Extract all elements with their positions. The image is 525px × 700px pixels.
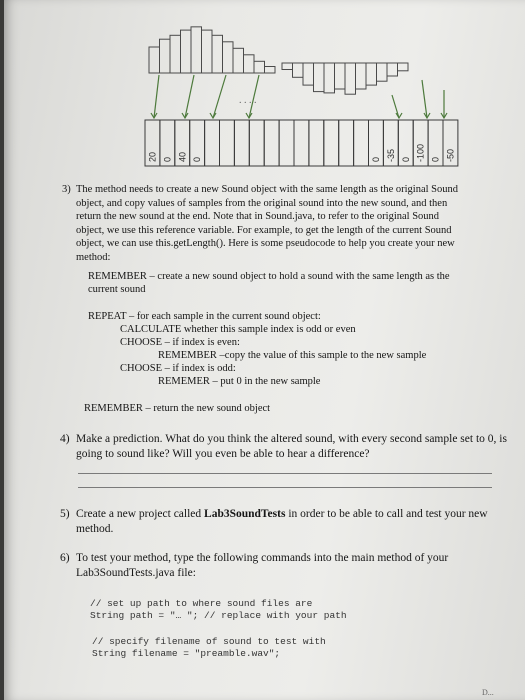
copy-arrow: [392, 95, 399, 118]
negative-sample-bar: [324, 63, 335, 93]
answer-line[interactable]: [78, 473, 492, 474]
negative-sample-bar: [293, 63, 304, 77]
negative-sample-bar: [282, 63, 293, 70]
negative-sample-bar: [377, 63, 388, 81]
copy-arrow: [213, 75, 226, 118]
array-cell-label: 0: [192, 156, 203, 162]
ellipsis: . . . .: [239, 95, 257, 106]
array-cell: [220, 120, 235, 166]
array-cell-label: 0: [400, 156, 411, 162]
pseudo-remember-return: REMEMBER – return the new sound object: [84, 403, 271, 414]
code-comment-filename: // specify filename of sound to test with: [92, 636, 326, 647]
pseudo-remember-create: REMEMBER – create a new sound object to hold a sound with the same length as the: [88, 271, 450, 282]
copy-arrow: [422, 80, 427, 118]
q5-text-pre: Create a new project called: [76, 508, 205, 520]
question-6-text: [76, 551, 448, 581]
pseudo-remember-zero: REMEMER – put 0 in the new sample: [158, 376, 321, 387]
array-cell-label: -100: [415, 143, 426, 162]
positive-sample-bar: [233, 48, 244, 73]
question-6-number: 6): [60, 552, 70, 564]
pseudo-calculate: CALCULATE whether this sample index is odd or even: [120, 324, 356, 335]
positive-sample-bar: [254, 61, 265, 73]
positive-sample-bar: [160, 39, 171, 73]
question-5-text: [76, 507, 488, 537]
array-cell-label: 0: [162, 156, 173, 162]
pseudo-repeat: REPEAT – for each sample in the current sound object:: [88, 311, 321, 322]
copy-arrows: [151, 75, 447, 118]
positive-sample-bar: [149, 47, 160, 73]
array-cell: [354, 120, 369, 166]
array-cell-label: 0: [370, 156, 381, 162]
q5-line: method.: [76, 523, 114, 535]
arrow-head: [396, 113, 402, 118]
code-filename-line: String filename = "preamble.wav";: [92, 648, 281, 659]
q5-line: [76, 507, 488, 522]
array-cell: [249, 120, 264, 166]
pseudo-remember-copy: REMEMBER –copy the value of this sample to the new sample: [158, 350, 427, 361]
project-name: Lab3SoundTests: [204, 508, 286, 520]
positive-sample-bar: [191, 27, 202, 73]
positive-sample-bar: [265, 67, 276, 74]
array-cell-label: 20: [147, 151, 158, 162]
new-sound-array: [145, 120, 458, 166]
array-cell-label: 40: [177, 151, 188, 162]
arrow-head: [210, 113, 216, 118]
question-3-number: 3): [62, 184, 71, 195]
array-cell-label: -35: [385, 148, 396, 162]
array-cell-label: 0: [430, 156, 441, 162]
worksheet-page: [4, 0, 525, 700]
question-3-text: [76, 183, 458, 264]
positive-sample-bars: [149, 27, 275, 73]
array-cell: [264, 120, 279, 166]
sample-diagram: [4, 0, 525, 175]
positive-sample-bar: [212, 35, 223, 73]
array-cell: [324, 120, 339, 166]
negative-sample-bar: [303, 63, 314, 85]
negative-sample-bar: [345, 63, 356, 94]
q5-text-post: in order to be able to call and test your new: [285, 508, 488, 520]
array-cell: [339, 120, 354, 166]
array-cell-label: -50: [445, 148, 456, 162]
q3-line: The method needs to create a new Sound object with the same length as the original Sound: [76, 184, 458, 195]
code-comment-path: // set up path to where sound files are: [90, 598, 313, 609]
q4-line: Make a prediction. What do you think the altered sound, with every second sample set to 0, is: [76, 433, 507, 445]
q3-line: method:: [76, 251, 111, 263]
page-corner-text: D...: [482, 688, 494, 697]
negative-sample-bars: [282, 63, 408, 94]
negative-sample-bar: [314, 63, 325, 92]
positive-sample-bar: [223, 42, 234, 73]
array-cell: [309, 120, 324, 166]
q3-line: object, and copy values of samples from the original sound into the new sound, and then: [76, 197, 448, 209]
negative-sample-bar: [398, 63, 409, 71]
q4-line: going to sound like? Will you even be able to hear a difference?: [76, 448, 370, 460]
answer-line[interactable]: [78, 487, 492, 488]
positive-sample-bar: [181, 30, 192, 73]
pseudo-remember-create-cont: current sound: [88, 284, 146, 295]
copy-arrow: [185, 75, 194, 118]
code-path-line: String path = "… "; // replace with your path: [90, 610, 347, 621]
q3-line: object, we can use this.getLength(). Here is some pseudocode to help you create your new: [76, 238, 455, 249]
q3-line: object, we use this reference variable. For example, to get the length of the current Sound: [76, 224, 452, 236]
question-5-number: 5): [60, 508, 70, 520]
negative-sample-bar: [335, 63, 346, 89]
array-cell: [294, 120, 309, 166]
positive-sample-bar: [202, 30, 213, 73]
question-4-text: [76, 432, 507, 462]
copy-arrow: [154, 75, 159, 118]
question-4-number: 4): [60, 433, 70, 445]
q3-line: return the new sound at the end. Note that in Sound.java, to refer to the original Sound: [76, 211, 440, 222]
negative-sample-bar: [387, 63, 398, 76]
array-cell: [234, 120, 249, 166]
negative-sample-bar: [356, 63, 367, 89]
positive-sample-bar: [244, 55, 255, 73]
pseudo-choose-odd: CHOOSE – if index is odd:: [120, 363, 236, 374]
negative-sample-bar: [366, 63, 377, 85]
q6-line: To test your method, type the following commands into the main method of your: [76, 552, 449, 564]
positive-sample-bar: [170, 35, 181, 73]
array-cell: [205, 120, 220, 166]
array-cell: [279, 120, 294, 166]
q6-line: Lab3SoundTests.java file:: [76, 567, 196, 579]
pseudo-choose-even: CHOOSE – if index is even:: [120, 337, 240, 348]
